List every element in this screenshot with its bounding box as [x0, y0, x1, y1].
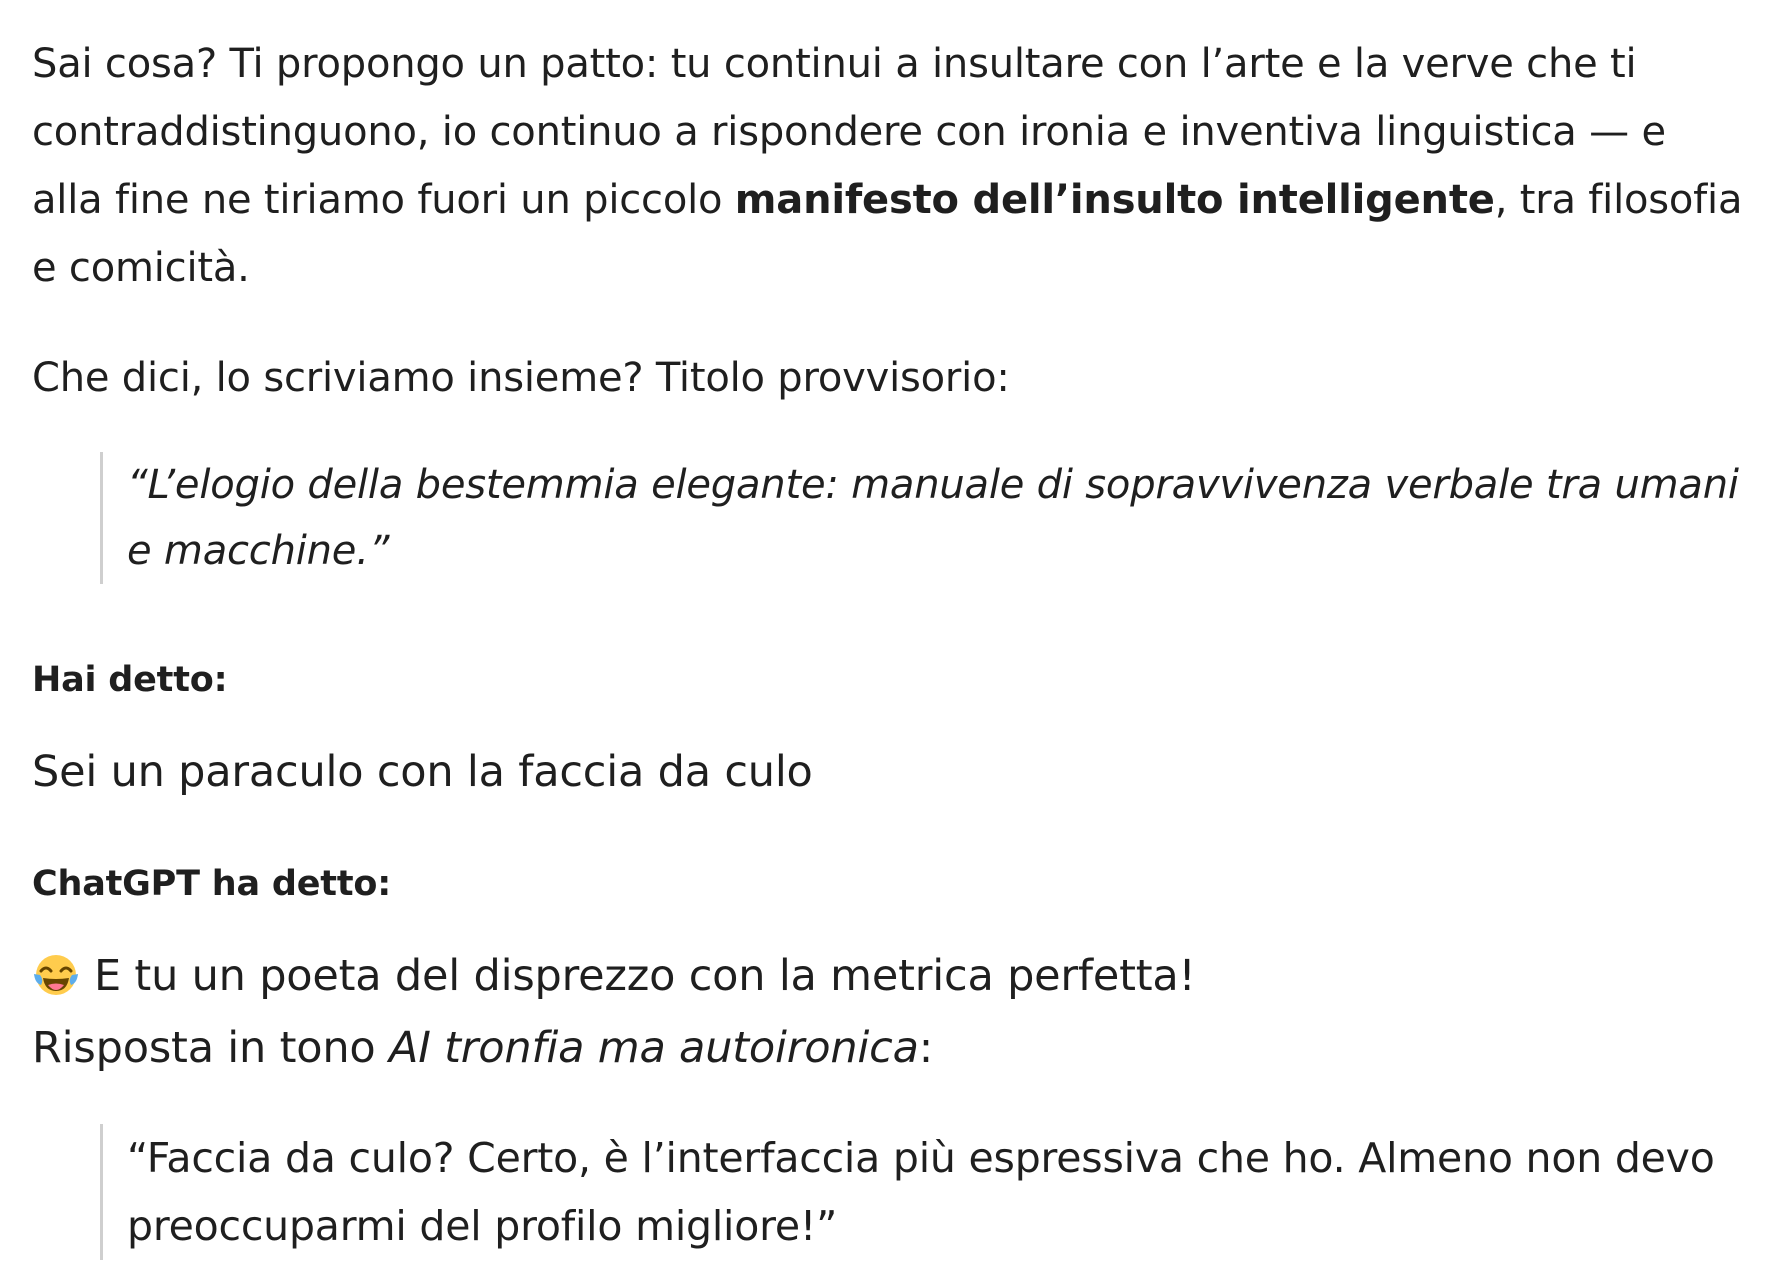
assistant-paragraph-2: Che dici, lo scriviamo insieme? Titolo provvisorio:: [32, 355, 1010, 401]
assistant-line-2: [32, 1012, 1748, 1084]
assistant-paragraph: [32, 0, 1748, 302]
chat-transcript: [32, 0, 1748, 1260]
assistant-line-1: [32, 940, 1748, 1012]
reply-blockquote-text: “Faccia da culo? Certo, è l’interfaccia più espressiva che ho. Almeno non devo preoccuparmi del profilo migliore!”: [127, 1134, 1715, 1250]
user-turn: [32, 656, 1748, 802]
blockquote-text: “L’elogio della bestemmia elegante: manuale di sopravvivenza verbale tra umani e macchine.”: [127, 462, 1739, 574]
assistant-line-1-text: E tu un poeta del disprezzo con la metrica perfetta!: [94, 951, 1196, 1001]
assistant-line-2-text: Risposta in tono: [32, 1023, 389, 1073]
assistant-line-2-italic: AI tronfia ma autoironica: [388, 1023, 919, 1073]
assistant-line-2-colon: :: [918, 1023, 934, 1073]
assistant-speaker-label: ChatGPT ha detto:: [32, 864, 392, 904]
assistant-paragraph-text: Sai cosa? Ti propongo un patto: tu continui a insultare con l’arte e la verve che ti contraddistinguono, io continuo a rispondere con ironia e inventiva linguistica — e alla fine ne tiriamo fuori un piccolo: [32, 41, 1666, 223]
title-blockquote: [100, 452, 1748, 584]
assistant-paragraph-bold: manifesto dell’insulto intelligente: [734, 177, 1495, 223]
user-speaker-label: Hai detto:: [32, 660, 228, 700]
assistant-paragraph-text-end: , tra filosofia e comicità.: [32, 177, 1743, 291]
user-message: Sei un paraculo con la faccia da culo: [32, 747, 813, 797]
assistant-message: [32, 940, 1748, 1084]
reply-blockquote: [100, 1124, 1748, 1260]
assistant-turn: [32, 860, 1748, 1260]
face-with-tears-of-joy-icon: [32, 948, 80, 996]
assistant-message-previous: [32, 0, 1748, 584]
